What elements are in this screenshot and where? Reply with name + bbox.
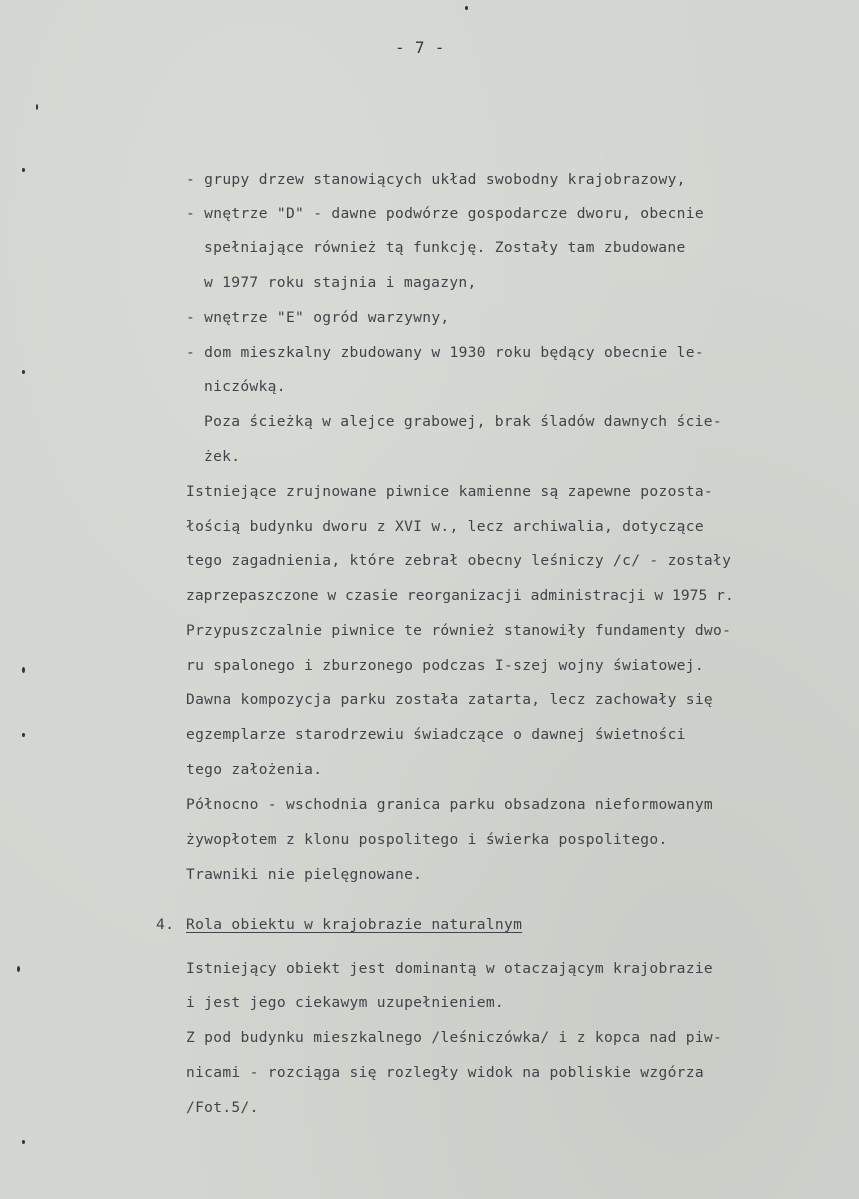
text-line: Z pod budynku mieszkalnego /leśniczówka/ i z kopca nad piw- xyxy=(186,1029,723,1046)
text-line: nicami - rozciąga się rozległy widok na pobliskie wzgórza xyxy=(186,1064,704,1081)
text-line: - wnętrze "D" - dawne podwórze gospodarcze dworu, obecnie xyxy=(186,205,704,222)
text-line: Przypuszczalnie piwnice te również stanowiły fundamenty dwo- xyxy=(186,622,732,639)
section-number: 4. xyxy=(156,916,175,933)
margin-mark xyxy=(22,1140,25,1144)
text-line: żek. xyxy=(204,448,241,465)
text-line: tego zagadnienia, które zebrał obecny leśniczy /c/ - zostały xyxy=(186,552,732,569)
text-line: Istniejące zrujnowane piwnice kamienne są zapewne pozosta- xyxy=(186,483,713,500)
text-line: niczówką. xyxy=(204,378,286,395)
margin-mark xyxy=(22,667,25,673)
text-line: Istniejący obiekt jest dominantą w otaczającym krajobrazie xyxy=(186,960,713,977)
text-line: - wnętrze "E" ogród warzywny, xyxy=(186,309,450,326)
margin-mark xyxy=(36,104,38,110)
text-line: Trawniki nie pielęgnowane. xyxy=(186,866,423,883)
text-line: łością budynku dworu z XVI w., lecz archiwalia, dotyczące xyxy=(186,518,704,535)
text-line: ru spalonego i zburzonego podczas I-szej wojny światowej. xyxy=(186,657,704,674)
text-line: /Fot.5/. xyxy=(186,1099,259,1116)
text-line: tego założenia. xyxy=(186,761,323,778)
text-line: w 1977 roku stajnia i magazyn, xyxy=(204,274,477,291)
text-line: zaprzepaszczone w czasie reorganizacji administracji w 1975 r. xyxy=(186,587,734,604)
page-number: - 7 - xyxy=(395,38,445,57)
margin-mark xyxy=(17,966,20,972)
text-line: - grupy drzew stanowiących układ swobodny krajobrazowy, xyxy=(186,171,686,188)
text-line: Dawna kompozycja parku została zatarta, lecz zachowały się xyxy=(186,691,713,708)
text-line: spełniające również tą funkcję. Zostały tam zbudowane xyxy=(204,239,686,256)
text-line: Poza ścieżką w alejce grabowej, brak śladów dawnych ście- xyxy=(204,413,722,430)
text-line: Północno - wschodnia granica parku obsadzona nieformowanym xyxy=(186,796,713,813)
margin-mark xyxy=(22,370,25,374)
margin-mark xyxy=(22,168,25,172)
margin-mark xyxy=(22,733,25,737)
section-title: Rola obiektu w krajobrazie naturalnym xyxy=(186,916,523,933)
text-line: i jest jego ciekawym uzupełnieniem. xyxy=(186,994,505,1011)
text-line: żywopłotem z klonu pospolitego i świerka pospolitego. xyxy=(186,831,668,848)
margin-mark xyxy=(465,6,468,10)
text-line: - dom mieszkalny zbudowany w 1930 roku będący obecnie le- xyxy=(186,344,704,361)
text-line: egzemplarze starodrzewiu świadczące o dawnej świetności xyxy=(186,726,686,743)
